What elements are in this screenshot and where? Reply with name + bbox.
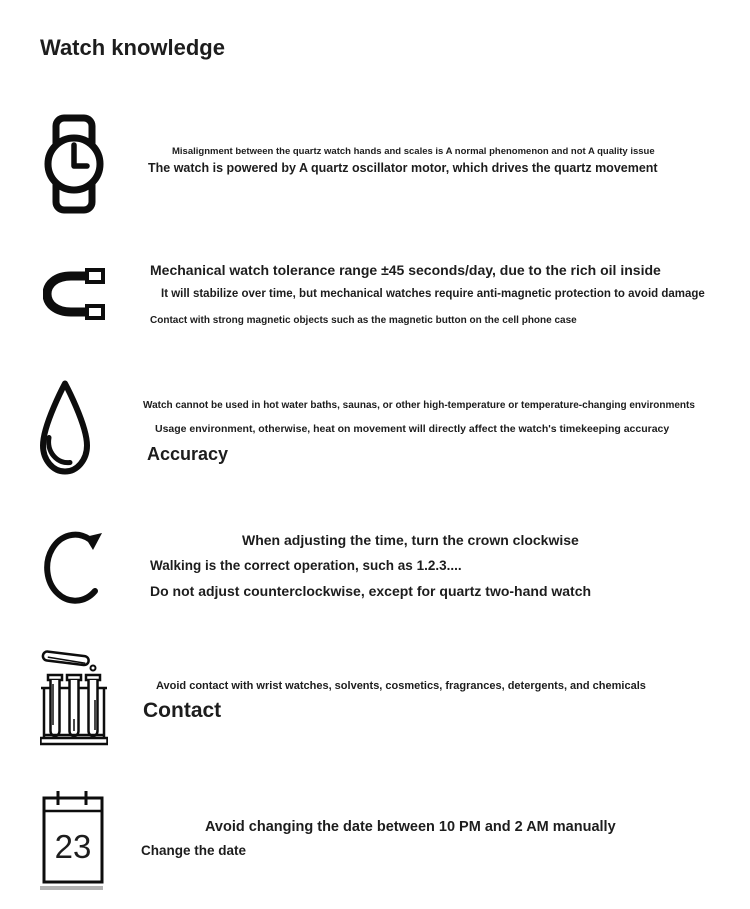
calendar-icon <box>42 790 104 885</box>
test-tubes-icon <box>40 645 108 747</box>
tolerance-note: Mechanical watch tolerance range ±45 seconds/day, due to the rich oil inside <box>150 262 661 278</box>
magnet-icon <box>43 266 107 322</box>
clockwise-arrow-icon <box>43 528 107 604</box>
magnetic-contact-note: Contact with strong magnetic objects such as the magnetic button on the cell phone case <box>150 315 577 326</box>
hot-water-note: Watch cannot be used in hot water baths, saunas, or other high-temperature or temperature-changing environments <box>143 400 695 411</box>
page-title: Watch knowledge <box>40 35 225 60</box>
calendar-shadow <box>40 886 103 890</box>
change-date-heading: Change the date <box>141 843 247 858</box>
counterclockwise-warning: Do not adjust counterclockwise, except for quartz two-hand watch <box>150 583 592 599</box>
turn-crown-note: When adjusting the time, turn the crown clockwise <box>242 532 579 548</box>
correct-operation-note: Walking is the correct operation, such as 1.2.3.... <box>150 558 462 573</box>
quartz-misalignment-note: Misalignment between the quartz watch hands and scales is A normal phenomenon and not A quality issue <box>172 146 655 157</box>
usage-environment-note: Usage environment, otherwise, heat on movement will directly affect the watch's timekeeping accuracy <box>155 423 670 435</box>
accuracy-heading: Accuracy <box>147 444 229 464</box>
water-drop-icon <box>39 377 91 478</box>
chemicals-note: Avoid contact with wrist watches, solvents, cosmetics, fragrances, detergents, and chemicals <box>156 680 646 692</box>
contact-heading: Contact <box>143 699 222 722</box>
anti-magnetic-note: It will stabilize over time, but mechanical watches require anti-magnetic protection to avoid damage <box>161 288 705 300</box>
quartz-movement-note: The watch is powered by A quartz oscillator motor, which drives the quartz movement <box>148 161 658 175</box>
date-change-warning: Avoid changing the date between 10 PM and 2 AM manually <box>205 819 616 835</box>
wristwatch-icon <box>42 114 106 214</box>
calendar-day-number: 23 <box>54 828 92 865</box>
